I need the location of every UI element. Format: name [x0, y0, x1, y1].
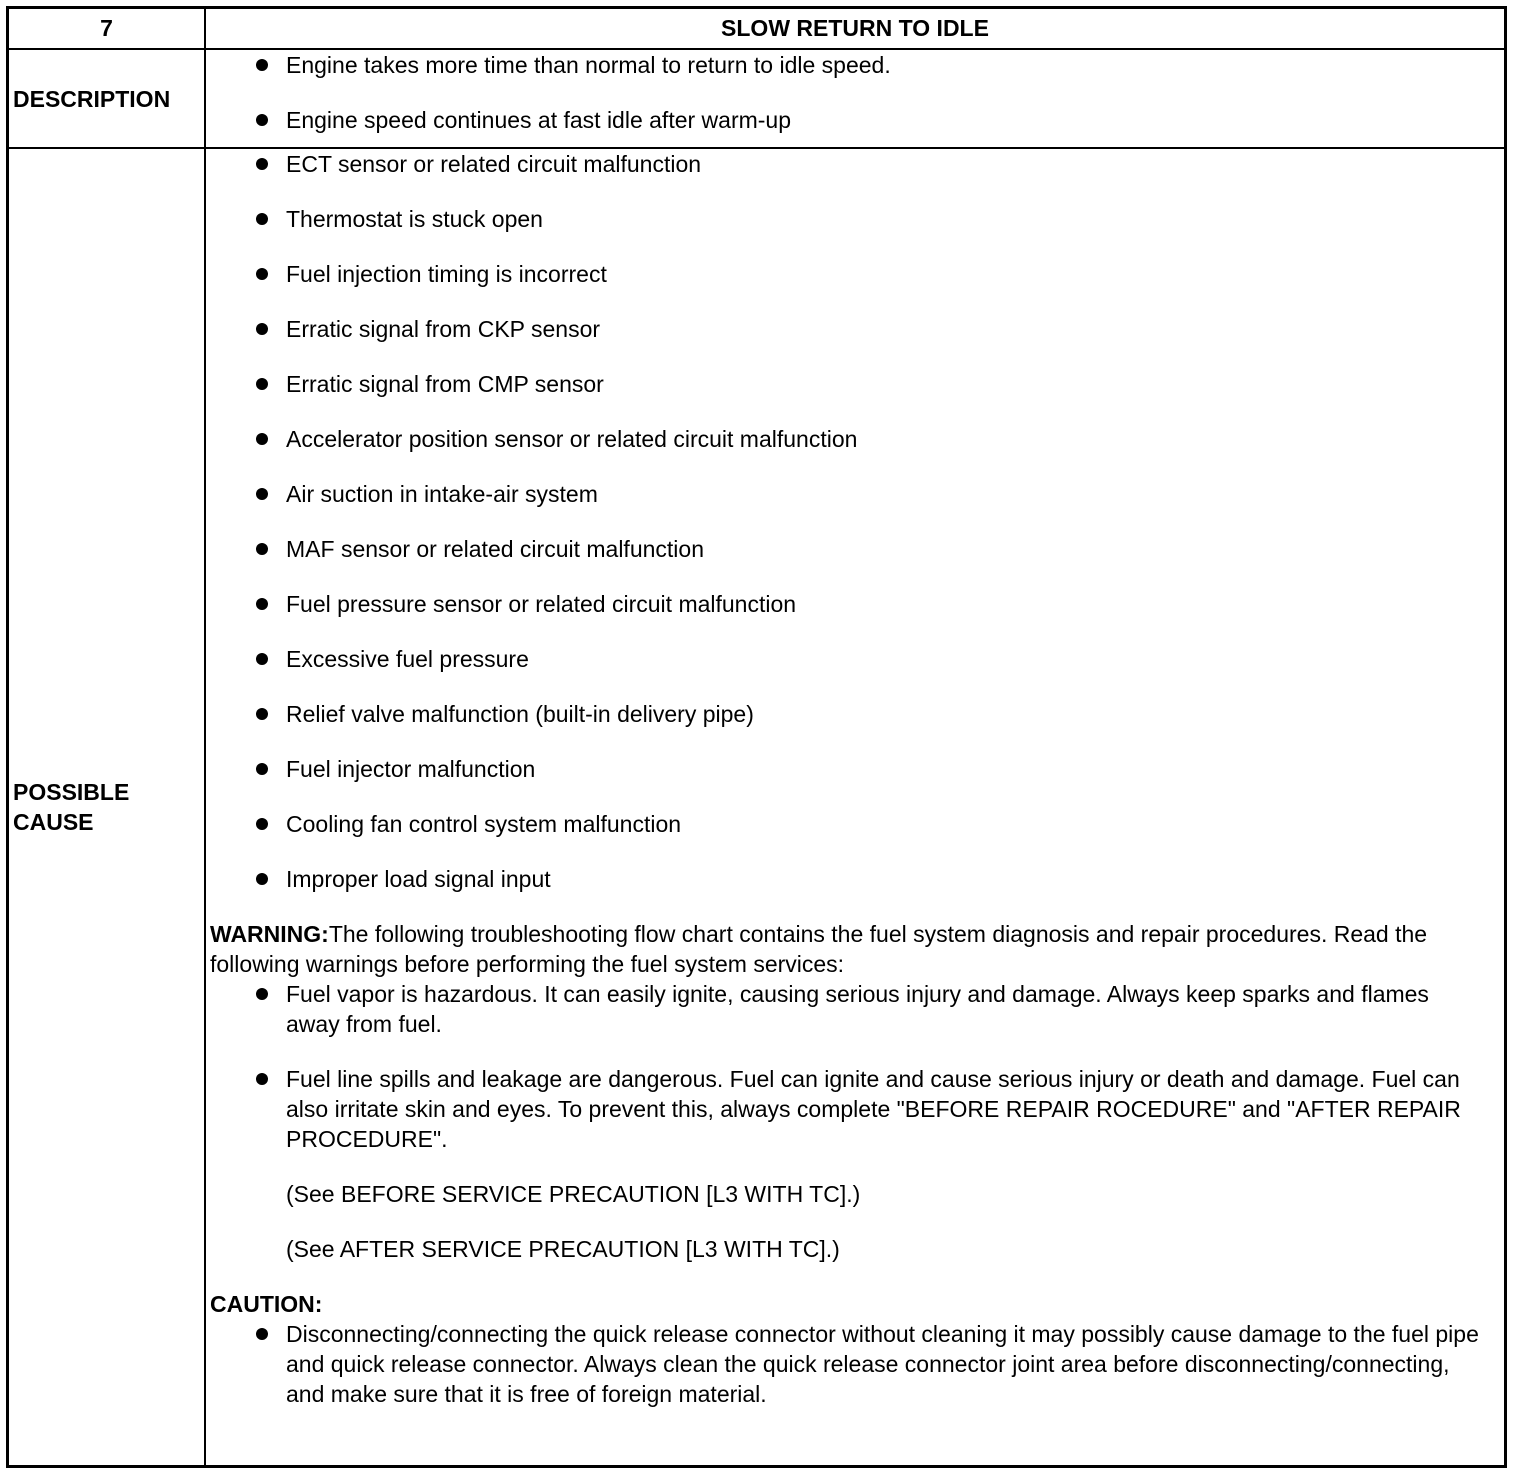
cause-item: Fuel pressure sensor or related circuit malfunction — [206, 589, 1504, 619]
caution-label: CAUTION: — [210, 1291, 323, 1317]
possible-cause-label-line2: CAUSE — [13, 809, 94, 835]
cause-item: Excessive fuel pressure — [206, 644, 1504, 674]
cause-item: ECT sensor or related circuit malfunction — [206, 149, 1504, 179]
step-number: 7 — [9, 9, 206, 48]
possible-cause-content — [206, 149, 1504, 1465]
cause-item: Erratic signal from CMP sensor — [206, 369, 1504, 399]
cause-item: Fuel injection timing is incorrect — [206, 259, 1504, 289]
see-after-reference: (See AFTER SERVICE PRECAUTION [L3 WITH TC].) — [286, 1236, 840, 1262]
warning-item: Fuel vapor is hazardous. It can easily ignite, causing serious injury and damage. Always keep sparks and flames away from fuel. — [206, 979, 1504, 1039]
possible-cause-label-line1: POSSIBLE — [13, 779, 130, 805]
troubleshooting-table — [6, 6, 1507, 1468]
caution-item: Disconnecting/connecting the quick release connector without cleaning it may possibly cause damage to the fuel pipe and quick release connector. Always clean the quick release connector joint area before disconnecting/connecting, and make sure that it is free of foreign material. — [206, 1319, 1504, 1409]
warning-text: The following troubleshooting flow chart contains the fuel system diagnosis and repair procedures. Read the following warnings before performing the fuel system services: — [210, 921, 1428, 977]
cause-item: MAF sensor or related circuit malfunction — [206, 534, 1504, 564]
cause-item: Improper load signal input — [206, 864, 1504, 894]
warning-list — [206, 979, 1504, 1154]
description-item: Engine takes more time than normal to return to idle speed. — [206, 50, 1504, 80]
cause-item: Thermostat is stuck open — [206, 204, 1504, 234]
description-label-text: DESCRIPTION — [13, 85, 171, 112]
description-list — [206, 50, 1504, 135]
cause-item: Cooling fan control system malfunction — [206, 809, 1504, 839]
description-row — [9, 50, 1504, 149]
step-title: SLOW RETURN TO IDLE — [721, 15, 989, 41]
caution-paragraph — [206, 1289, 1504, 1319]
table-header-row — [9, 9, 1504, 50]
warning-paragraph — [206, 919, 1504, 979]
see-before-reference: (See BEFORE SERVICE PRECAUTION [L3 WITH TC].) — [286, 1181, 861, 1207]
cause-item: Relief valve malfunction (built-in delivery pipe) — [206, 699, 1504, 729]
description-label — [9, 50, 206, 147]
cause-item: Fuel injector malfunction — [206, 754, 1504, 784]
possible-cause-row — [9, 149, 1504, 1465]
possible-cause-label — [9, 149, 206, 1465]
cause-list — [206, 149, 1504, 894]
warning-label: WARNING: — [210, 921, 329, 947]
warning-item: Fuel line spills and leakage are dangerous. Fuel can ignite and cause serious injury or death and damage. Fuel can also irritate skin and eyes. To prevent this, always complete "BEFORE REPAIR ROCEDURE" and "AFTER REPAIR PROCEDURE". — [206, 1064, 1504, 1154]
cause-item: Accelerator position sensor or related circuit malfunction — [206, 424, 1504, 454]
cause-item: Air suction in intake-air system — [206, 479, 1504, 509]
caution-list — [206, 1319, 1504, 1409]
cause-item: Erratic signal from CKP sensor — [206, 314, 1504, 344]
description-content — [206, 50, 1504, 147]
description-item: Engine speed continues at fast idle after warm-up — [206, 105, 1504, 135]
